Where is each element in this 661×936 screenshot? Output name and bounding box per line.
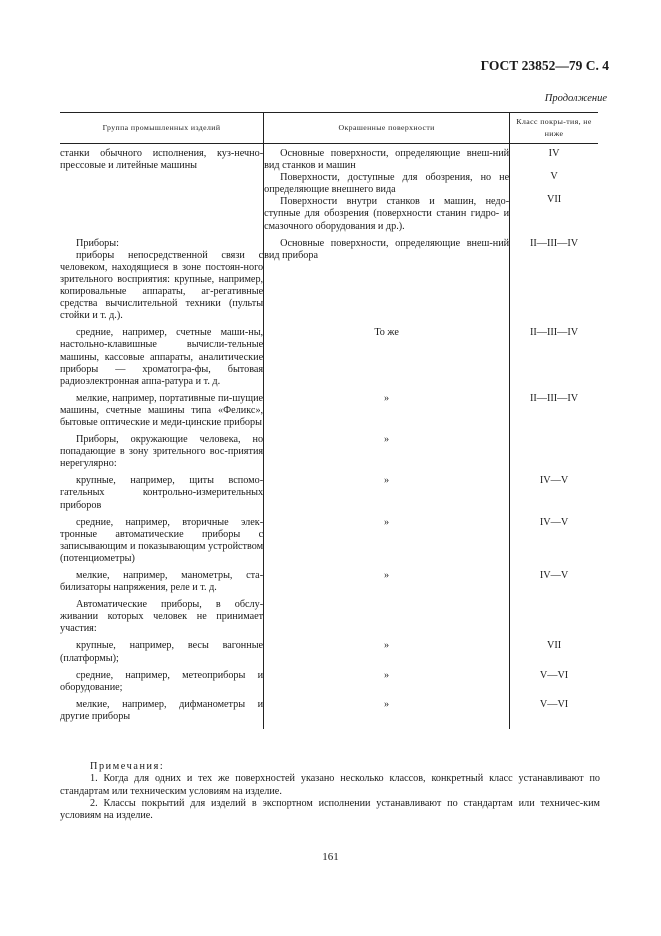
product-text: крупные, например, щиты вспомо-гательных контрольно-измерительных приборов <box>60 475 264 511</box>
table-row <box>60 665 598 694</box>
product-text: средние, например, метеоприборы и оборудование; <box>60 669 264 693</box>
surface-cell <box>264 233 510 323</box>
surface-cell <box>264 322 510 387</box>
product-cell <box>60 665 264 694</box>
class-cell: IV—V <box>539 475 569 487</box>
table-row <box>60 512 598 565</box>
product-text: Автоматические приборы, в обслу-живании которых человек не принимает участия: <box>60 599 264 635</box>
table-row <box>60 470 598 511</box>
product-cell <box>60 470 264 511</box>
table-row <box>60 594 598 635</box>
product-text: Приборы, окружающие человека, но попадающие в зону зрительного вос-приятия нерегулярно: <box>60 434 264 470</box>
class-cell: II—III—IV <box>530 237 579 249</box>
surface-text: То же <box>374 327 399 339</box>
table-row <box>60 429 598 470</box>
class-cell: V—VI <box>539 669 569 681</box>
product-cell <box>60 512 264 565</box>
surface-text: Поверхности внутри станков и машин, недо-ступные для обозрения (поверхности станин гидро- и смазочного оборудования и др.). <box>264 196 510 232</box>
surface-text: Поверхности, доступные для обозрения, но не определяющие внешнего вида <box>264 172 510 196</box>
product-group-heading: Приборы: <box>76 237 119 249</box>
class-cell: IV—V <box>539 516 569 528</box>
class-cell: VII <box>546 640 562 652</box>
ditto-mark: » <box>384 570 390 581</box>
table-row <box>60 694 598 729</box>
surface-text: Основные поверхности, определяющие внеш-ний вид прибора <box>264 237 510 261</box>
note-item: 1. Когда для одних и тех же поверхностей указано несколько классов, конкретный класс устанавливают по стандартам или техническим условиям на изделие. <box>60 773 600 797</box>
product-text: мелкие, например, дифманометры и другие приборы <box>60 698 264 722</box>
product-text: мелкие, например, портативные пи-шущие машины, счетные машины типа «Феликс», бытовые оптические и меди-цинские приборы <box>60 392 264 428</box>
surface-cell <box>264 565 510 594</box>
ditto-mark: » <box>384 698 390 710</box>
document-header: ГОСТ 23852—79 С. 4 <box>480 58 609 73</box>
page-number: 161 <box>322 851 339 863</box>
product-cell <box>60 635 264 664</box>
class-cell <box>510 594 598 635</box>
product-cell <box>60 429 264 470</box>
class-value: VII <box>546 194 562 206</box>
product-group-text: приборы непосредственной связи с человеком, находящиеся в зоне постоян-ного зрительного восприятия: крупные, например, копировальные аппараты, аг-регативные средства вычислительной техники (пульты стойки и т. д.). <box>60 249 264 322</box>
surface-cell <box>264 694 510 729</box>
surface-cell <box>264 388 510 429</box>
table-row <box>60 388 598 429</box>
ditto-mark: » <box>384 516 390 528</box>
class-cell: II—III—IV <box>530 327 579 339</box>
table-header-row <box>60 113 598 144</box>
continuation-label: Продолжение <box>544 93 607 104</box>
notes-title: Примечания: <box>90 761 165 772</box>
product-text: крупные, например, весы вагонные (платформы); <box>60 640 264 664</box>
table-row <box>60 565 598 594</box>
table-row <box>60 144 598 233</box>
notes-section <box>60 761 600 822</box>
column-header-painted-surfaces: Окрашенные поверхности <box>264 113 510 144</box>
surface-cell <box>264 429 510 470</box>
table-row <box>60 233 598 323</box>
surface-cell <box>264 470 510 511</box>
class-value: IV <box>548 148 560 159</box>
table-row <box>60 322 598 387</box>
surface-cell <box>264 665 510 694</box>
ditto-mark: » <box>384 434 390 446</box>
product-text: средние, например, вторичные элек-тронные автоматические приборы с записывающим и показывающим устройством (потенциометры) <box>60 516 264 564</box>
class-cell <box>510 429 598 470</box>
ditto-mark: » <box>384 669 390 681</box>
class-cell: IV—V <box>539 570 569 581</box>
product-cell <box>60 233 264 323</box>
column-header-coating-class: Класс покры-тия, не ниже <box>510 113 598 144</box>
surface-cell <box>264 594 510 635</box>
surface-cell <box>264 144 510 233</box>
column-header-product-group: Группа промышленных изделий <box>60 113 264 144</box>
surface-text: Основные поверхности, определяющие внеш-ний вид станков и машин <box>264 148 510 172</box>
class-cell: II—III—IV <box>530 392 579 404</box>
ditto-mark: » <box>384 392 390 404</box>
class-cell <box>510 144 598 233</box>
table-row <box>60 635 598 664</box>
product-text: мелкие, например, манометры, ста-билизаторы напряжения, реле и т. д. <box>60 570 264 594</box>
product-cell <box>60 694 264 729</box>
class-cell: V—VI <box>539 698 569 710</box>
product-cell <box>60 388 264 429</box>
product-cell: станки обычного исполнения, куз-нечно-прессовые и литейные машины <box>60 144 264 233</box>
coating-class-table <box>60 112 598 729</box>
ditto-mark: » <box>384 475 390 487</box>
product-cell <box>60 565 264 594</box>
note-item: 2. Классы покрытий для изделий в экспортном исполнении устанавливают по стандартам или техничес-ким условиям на изделие. <box>60 797 600 822</box>
product-text: средние, например, счетные маши-ны, настольно-клавишные вычисли-тельные машины, кассовые аппараты, аналитические приборы — хроматогра-фы, бытовая радиоэлектронная аппа-ратура и т. д. <box>60 327 264 387</box>
product-cell <box>60 322 264 387</box>
surface-cell <box>264 635 510 664</box>
product-cell <box>60 594 264 635</box>
surface-cell <box>264 512 510 565</box>
ditto-mark: » <box>384 640 390 652</box>
class-value: V <box>550 171 558 183</box>
